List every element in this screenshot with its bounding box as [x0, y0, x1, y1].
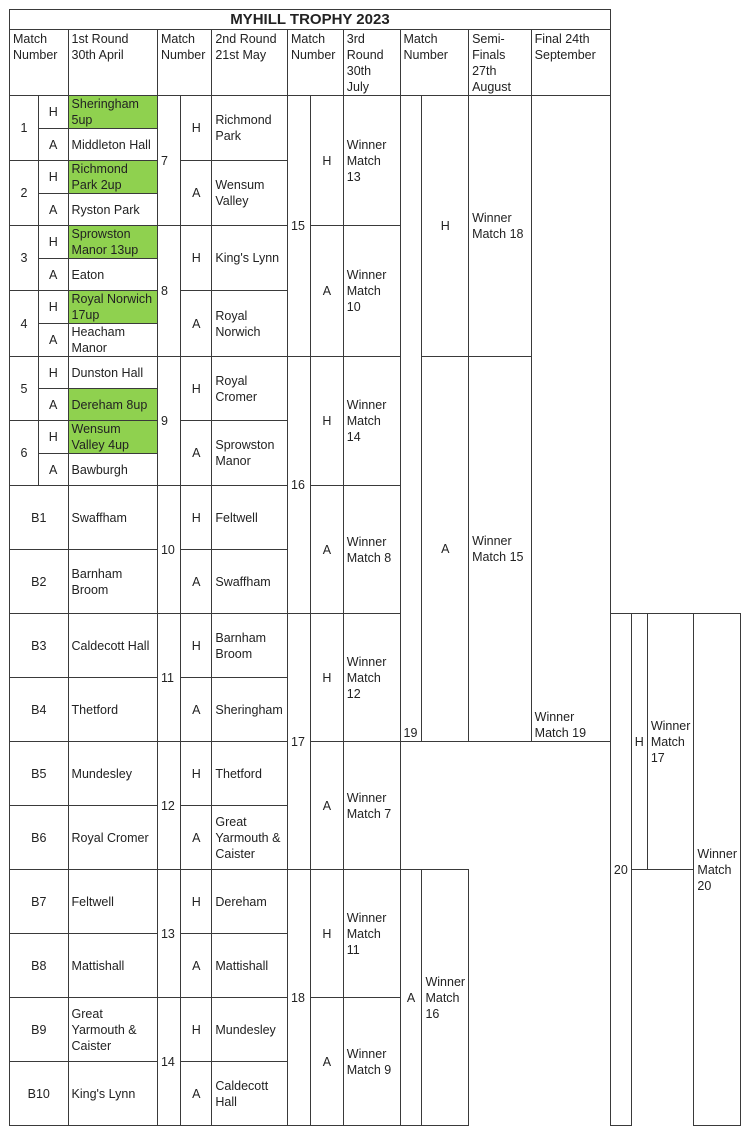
- bye-id: B10: [10, 1062, 69, 1126]
- header-round-2: 2nd Round 21st May: [212, 30, 288, 96]
- home-away-indicator: A: [181, 678, 212, 742]
- team-cell: Swaffham: [212, 550, 288, 614]
- home-away-indicator: H: [181, 96, 212, 161]
- home-away-indicator: A: [181, 934, 212, 998]
- bye-id: B2: [10, 550, 69, 614]
- home-away-indicator: A: [311, 998, 344, 1126]
- home-away-indicator: A: [400, 870, 422, 1126]
- bye-team-cell: Mattishall: [68, 934, 157, 998]
- match-number: 9: [157, 357, 180, 486]
- home-away-indicator: H: [38, 357, 68, 389]
- final-cell: Winner Match 19: [531, 96, 610, 742]
- team-cell: Barnham Broom: [212, 614, 288, 678]
- home-away-indicator: H: [181, 614, 212, 678]
- page-title: MYHILL TROPHY 2023: [10, 10, 611, 30]
- home-away-indicator: H: [181, 870, 212, 934]
- match-number: 12: [157, 742, 180, 870]
- bracket-sheet: [9, 9, 741, 1126]
- home-away-indicator: A: [181, 550, 212, 614]
- team-cell-winner: Dereham 8up: [68, 389, 157, 421]
- team-cell: Richmond Park: [212, 96, 288, 161]
- team-cell: Bawburgh: [68, 454, 157, 486]
- team-cell: Winner Match 9: [343, 998, 400, 1126]
- header-match-number-2: Match Number: [157, 30, 211, 96]
- team-cell: Feltwell: [212, 486, 288, 550]
- team-cell: Winner Match 15: [469, 357, 532, 742]
- match-number: 19: [400, 96, 422, 742]
- bye-id: B7: [10, 870, 69, 934]
- team-cell: Mattishall: [212, 934, 288, 998]
- home-away-indicator: A: [38, 324, 68, 357]
- bye-team-cell: Mundesley: [68, 742, 157, 806]
- match-number: 15: [288, 96, 311, 357]
- header-round-1: 1st Round 30th April: [68, 30, 157, 96]
- team-cell: Winner Match 8: [343, 486, 400, 614]
- team-cell-winner: Royal Norwich 17up: [68, 291, 157, 324]
- match-number: 3: [10, 226, 39, 291]
- header-round-3: 3rd Round 30th July: [343, 30, 400, 96]
- team-cell: Royal Norwich: [212, 291, 288, 357]
- bye-id: B8: [10, 934, 69, 998]
- home-away-indicator: H: [181, 998, 212, 1062]
- bye-team-cell: King's Lynn: [68, 1062, 157, 1126]
- home-away-indicator: A: [181, 1062, 212, 1126]
- home-away-indicator: A: [422, 357, 469, 742]
- home-away-indicator: A: [38, 129, 68, 161]
- bye-id: B9: [10, 998, 69, 1062]
- home-away-indicator: A: [38, 389, 68, 421]
- team-cell: Winner Match 17: [647, 614, 694, 870]
- match-number: 13: [157, 870, 180, 998]
- match-number: 20: [610, 614, 631, 1126]
- match-number: 17: [288, 614, 311, 870]
- home-away-indicator: A: [181, 291, 212, 357]
- header-match-number-3: Match Number: [288, 30, 344, 96]
- home-away-indicator: H: [422, 96, 469, 357]
- team-cell: Sprowston Manor: [212, 421, 288, 486]
- match-number: 16: [288, 357, 311, 614]
- team-cell: Heacham Manor: [68, 324, 157, 357]
- bye-team-cell: Great Yarmouth & Caister: [68, 998, 157, 1062]
- home-away-indicator: H: [38, 161, 68, 194]
- home-away-indicator: A: [181, 806, 212, 870]
- home-away-indicator: H: [181, 357, 212, 421]
- bye-id: B4: [10, 678, 69, 742]
- bye-id: B3: [10, 614, 69, 678]
- team-cell: King's Lynn: [212, 226, 288, 291]
- team-cell: Winner Match 10: [343, 226, 400, 357]
- header-row: [10, 30, 741, 96]
- home-away-indicator: H: [311, 96, 344, 226]
- bye-team-cell: Swaffham: [68, 486, 157, 550]
- home-away-indicator: H: [38, 291, 68, 324]
- home-away-indicator: H: [38, 421, 68, 454]
- home-away-indicator: A: [181, 161, 212, 226]
- bye-team-cell: Caldecott Hall: [68, 614, 157, 678]
- home-away-indicator: A: [311, 226, 344, 357]
- bye-team-cell: Royal Cromer: [68, 806, 157, 870]
- team-cell: Ryston Park: [68, 194, 157, 226]
- team-cell: Dereham: [212, 870, 288, 934]
- home-away-indicator: H: [38, 96, 68, 129]
- bye-id: B1: [10, 486, 69, 550]
- home-away-indicator: H: [181, 226, 212, 291]
- team-cell: Royal Cromer: [212, 357, 288, 421]
- bye-team-cell: Thetford: [68, 678, 157, 742]
- team-cell: Great Yarmouth & Caister: [212, 806, 288, 870]
- team-cell: Winner Match 7: [343, 742, 400, 870]
- team-cell: Thetford: [212, 742, 288, 806]
- team-cell-winner: Sheringham 5up: [68, 96, 157, 129]
- home-away-indicator: H: [311, 614, 344, 742]
- home-away-indicator: A: [38, 259, 68, 291]
- header-final: Final 24th September: [531, 30, 610, 96]
- team-cell: Eaton: [68, 259, 157, 291]
- team-cell: Sheringham: [212, 678, 288, 742]
- team-cell-winner: Richmond Park 2up: [68, 161, 157, 194]
- match-number: 18: [288, 870, 311, 1126]
- team-cell: Winner Match 13: [343, 96, 400, 226]
- match-number: 10: [157, 486, 180, 614]
- home-away-indicator: H: [631, 614, 647, 870]
- team-cell: Middleton Hall: [68, 129, 157, 161]
- bye-team-cell: Feltwell: [68, 870, 157, 934]
- tournament-bracket-table: [9, 9, 741, 1126]
- home-away-indicator: A: [311, 486, 344, 614]
- team-cell: Mundesley: [212, 998, 288, 1062]
- team-cell: Winner Match 16: [422, 870, 469, 1126]
- match-number: 2: [10, 161, 39, 226]
- match-number: 7: [157, 96, 180, 226]
- home-away-indicator: A: [38, 454, 68, 486]
- team-cell: Dunston Hall: [68, 357, 157, 389]
- home-away-indicator: H: [311, 357, 344, 486]
- home-away-indicator: H: [311, 870, 344, 998]
- home-away-indicator: A: [311, 742, 344, 870]
- final-cell: Winner Match 20: [694, 614, 741, 1126]
- bye-id: B5: [10, 742, 69, 806]
- team-cell: Caldecott Hall: [212, 1062, 288, 1126]
- match-number: 1: [10, 96, 39, 161]
- team-cell: Winner Match 11: [343, 870, 400, 998]
- home-away-indicator: H: [181, 486, 212, 550]
- team-cell: Winner Match 12: [343, 614, 400, 742]
- bye-team-cell: Barnham Broom: [68, 550, 157, 614]
- header-match-number-4: Match Number: [400, 30, 469, 96]
- team-cell: Wensum Valley: [212, 161, 288, 226]
- header-semi-finals: Semi-Finals 27th August: [469, 30, 532, 96]
- home-away-indicator: A: [38, 194, 68, 226]
- team-cell-winner: Wensum Valley 4up: [68, 421, 157, 454]
- team-cell: Winner Match 14: [343, 357, 400, 486]
- team-cell-winner: Sprowston Manor 13up: [68, 226, 157, 259]
- match-number: 6: [10, 421, 39, 486]
- match-number: 5: [10, 357, 39, 421]
- home-away-indicator: H: [181, 742, 212, 806]
- team-cell: Winner Match 18: [469, 96, 532, 357]
- match-number: 14: [157, 998, 180, 1126]
- home-away-indicator: H: [38, 226, 68, 259]
- bye-id: B6: [10, 806, 69, 870]
- match-number: 8: [157, 226, 180, 357]
- match-number: 4: [10, 291, 39, 357]
- header-match-number-1: Match Number: [10, 30, 69, 96]
- home-away-indicator: A: [181, 421, 212, 486]
- match-number: 11: [157, 614, 180, 742]
